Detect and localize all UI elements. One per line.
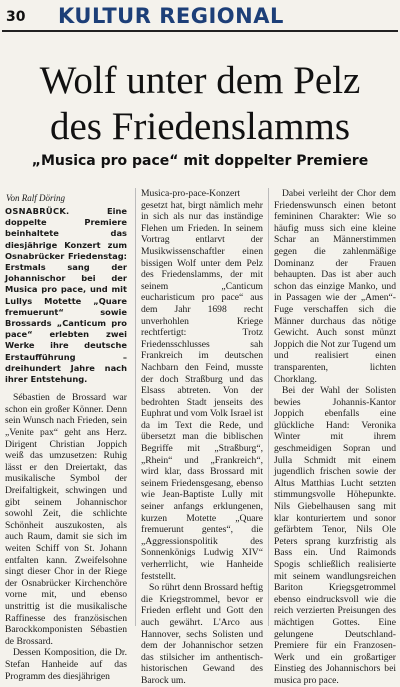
body-paragraph: Dabei verleiht der Chor dem Friedenswunsch einen betont femininen Charakter: Wie so häufig muss sich eine kleine Schar an Männerstimmen gegen die zahlenmäßige Dominanz der Frauen behaupten. Das ist aber auch schon das einzige Manko, und in Passagen wie der „Amen“-Fuge verschaffen sich die Männer durchaus das nötige Gewicht. Auch sonst münzt Joppich die Not zur Tugend um und realisiert einen transparenten, lichten Chorklang. <box>274 188 396 385</box>
article-column-2 <box>141 188 263 687</box>
page-number: 30 <box>6 9 26 25</box>
body-paragraph: Bei der Wahl der Solisten bewies Johannis-Kantor Joppich ebenfalls eine glückliche Hand: Veronika Winter mit ihrem geschmeidigen Sopran und Julla Schmidt mit einem jugendlich frischen sowie der Altus Matthias Lucht setzten stimmungsvolle Höhepunkte. Nils Giebelhausen sang mit klar konturiertem und sonor gefärbtem Tenor, Nils Ole Peters sprang kurzfristig als Bass ein. Und Raimonds Spogis schließlich realisierte mit seinem wandlungsreichen Bariton Kriegsgetrommel ebenso eindrucksvoll wie die reich verzierten Preisungen des mächtigen Gottes. Eine gelungene Deutschland-Premiere für ein Franzosen-Werk und ein großartiger Einstieg des Johannischors bei musica pro pace. <box>274 385 396 686</box>
header-rule <box>2 30 398 32</box>
column-divider <box>268 188 269 626</box>
body-paragraph: Musica-pro-pace-Konzert gesetzt hat, birgt nämlich mehr in sich als nur das inständige Flehen um Frieden. In seinem Vortrag entlarvt der Musikwissenschaftler einen bissigen Wolf unter dem Pelz des Friedenslamms, der mit seinem „Canticum eucharisticum pro pace“ aus dem Jahr 1698 recht unverhohlen Kriege rechtfertigt: Trotz Friedensschlusses sah Frankreich im deutschen Nachbarn den Feind, musste der doch Straßburg und das Elsass abtreten. Von der bedrohten Stadt jenseits des Euphrat und vom Volk Israel ist da im Text die Rede, und übersetzt man die biblischen Begriffe mit „Straßburg“, „Rhein“ und „Frankreich“, wird klar, dass Brossard mit seinem Friedensgesang, ebenso wie Jean-Baptiste Lully mit seiner anfangs erklungenen, kurzen Motette „Quare fremuerunt gentes“, die „Aggressionspolitik des Sonnenkönigs Ludwig XIV“ verherrlicht, wie Hanheide feststellt. <box>141 188 263 582</box>
lead-text: Eine doppelte Premiere beinhaltete das diesjährige Konzert zum Osnabrücker Friedenstag: Erstmals sang der Johannischor bei der Musica pro pace, und mit Lullys Motette „Quare fremuerunt“ sowie Brossards „Canticum pro pace“ erlebten zwei Werke ihre deutsche Erstaufführung – dreihundert Jahre nach ihrer Entstehung. <box>5 206 127 385</box>
body-paragraph: Dessen Komposition, die Dr. Stefan Hanheide auf das Programm des diesjährigen <box>5 647 127 682</box>
body-paragraph: Sébastien de Brossard war schon ein großer Könner. Denn sein Wunsch nach Frieden, sein „Venite pax“ geht ans Herz. Dirigent Christian Joppich weiß das umzusetzen: Ruhig lässt er den Dreiertakt, das musikalische Symbol der Dreifaltigkeit, schwingen und gibt seinem Johannischor sowohl Zeit, die schlichte Schönheit auszukosten, als auch Raum, damit sie sich im weiten Schiff von St. Johann entfalten kann. Zweifelsohne singt dieser Chor in der Riege der Osnabrücker Kirchenchöre vorne mit, und ebenso unstrittig ist die musikalische Raffinesse des französischen Barockkomponisten Sébastien de Brossard. <box>5 392 127 647</box>
article-lead <box>5 206 127 385</box>
body-paragraph: So rührt denn Brossard heftig die Kriegstrommel, bevor er Frieden erfleht und Gott den auch gewährt. L'Arco aus Hannover, sechs Solisten und dem der Johannischor setzen das stilsicher im anthentisch-historischen Gewand des Barock um. <box>141 582 263 686</box>
lead-location: OSNABRÜCK. <box>5 206 70 216</box>
column-divider <box>135 188 136 626</box>
headline-line-2: des Friedenslamms <box>49 105 351 148</box>
section-title: KULTUR REGIONAL <box>58 4 284 28</box>
article-subheadline: „Musica pro pace“ mit doppelter Premiere <box>31 153 369 169</box>
article-column-1 <box>5 206 127 682</box>
headline-line-1: Wolf unter dem Pelz <box>39 59 361 102</box>
article-byline: Von Ralf Döring <box>6 193 66 203</box>
page-header <box>0 0 400 34</box>
article-headline <box>0 58 400 150</box>
article-column-3 <box>274 188 396 687</box>
